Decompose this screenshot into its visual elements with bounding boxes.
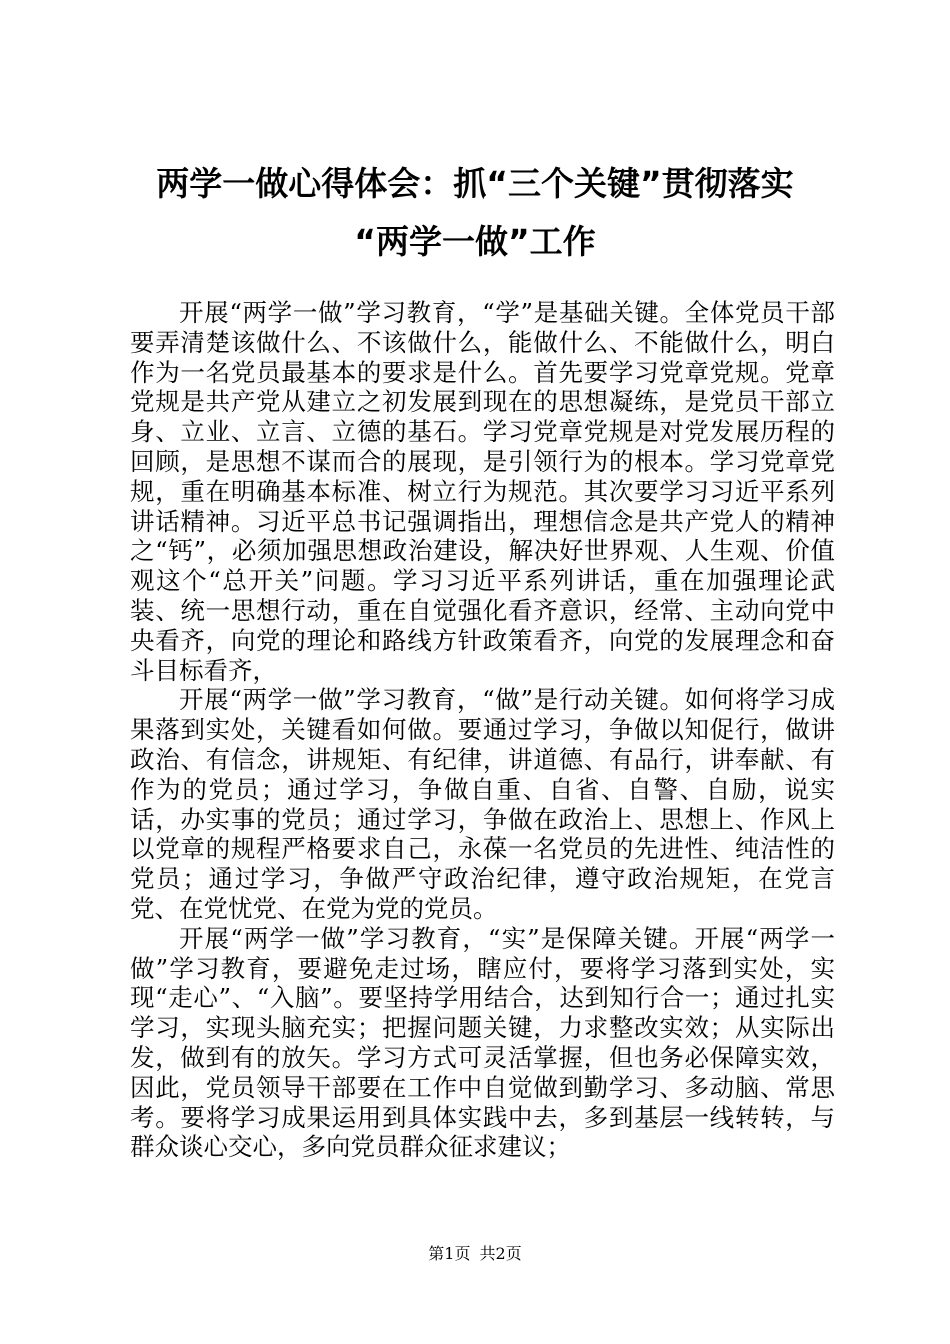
document-title-line-1: 两学一做心得体会：抓“三个关键”贯彻落实 [156,164,794,203]
page-footer [0,1244,950,1264]
page-number: 第1页 [428,1244,471,1263]
document-title-line-2: “两学一做”工作 [354,222,596,261]
paragraph-study: 开展“两学一做”学习教育，“学”是基础关键。全体党员干部要弄清楚该做什么、不该做什么，能做什么、不能做什么，明白作为一名党员最基本的要求是什么。首先要学习党章党规。党章党规是共产党从建立之初发展到现在的思想凝练，是党员干部立身、立业、立言、立德的基石。学习党章党规是对党发展历程的回顾，是思想不谋而合的展现，是引领行为的根本。学习党章党规，重在明确基本标准、树立行为规范。其次要学习习近平系列讲话精神。习近平总书记强调指出，理想信念是共产党人的精神之“钙”，必须加强思想政治建设，解决好世界观、人生观、价值观这个“总开关”问题。学习习近平系列讲话，重在加强理论武装、统一思想行动，重在自觉强化看齐意识，经常、主动向党中央看齐，向党的理论和路线方针政策看齐，向党的发展理念和奋斗目标看齐， [130,298,835,685]
document-body [130,298,835,1162]
paragraph-action: 开展“两学一做”学习教育，“做”是行动关键。如何将学习成果落到实处，关键看如何做。要通过学习，争做以知促行，做讲政治、有信念，讲规矩、有纪律，讲道德、有品行，讲奉献、有作为的党员；通过学习，争做自重、自省、自警、自励，说实话，办实事的党员；通过学习，争做在政治上、思想上、作风上以党章的规程严格要求自己，永葆一名党员的先进性、纯洁性的党员；通过学习，争做严守政治纪律，遵守政治规矩，在党言党、在党忧党、在党为党的党员。 [130,685,835,923]
page-total: 共2页 [479,1244,522,1263]
paragraph-practice: 开展“两学一做”学习教育，“实”是保障关键。开展“两学一做”学习教育，要避免走过场，瞎应付，要将学习落到实处，实现“走心”、“入脑”。要坚持学用结合，达到知行合一；通过扎实学习，实现头脑充实；把握问题关键，力求整改实效；从实际出发，做到有的放矢。学习方式可灵活掌握，但也务必保障实效，因此，党员领导干部要在工作中自觉做到勤学习、多动脑、常思考。要将学习成果运用到具体实践中去，多到基层一线转转，与群众谈心交心，多向党员群众征求建议； [130,923,835,1162]
